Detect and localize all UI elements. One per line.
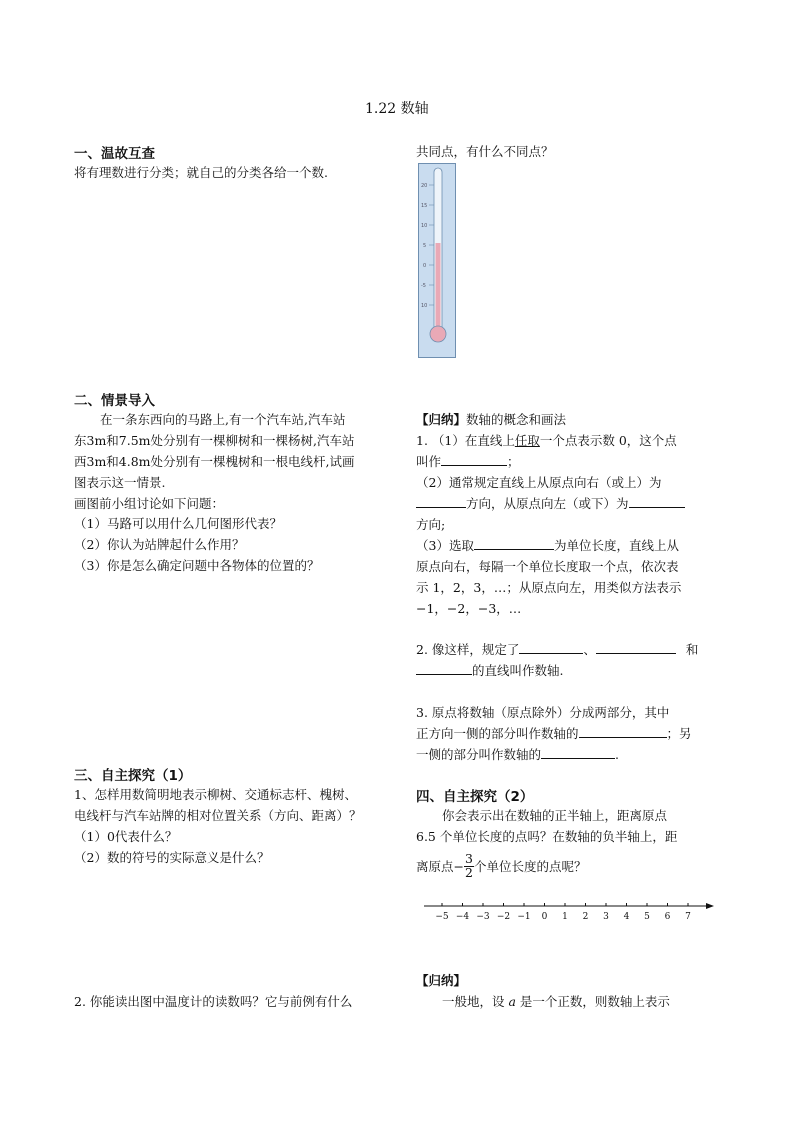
point-2-line: 的直线叫作数轴.	[416, 661, 563, 679]
section-1-heading: 一、温故互查	[74, 146, 155, 162]
section-2-prompt: 画图前小组讨论如下问题：	[74, 496, 225, 511]
point-3-line: 3. 原点将数轴（原点除外）分成两部分，其中	[416, 705, 670, 720]
axis-tick-label: 7	[685, 912, 691, 922]
section-2-para-line: 在一条东西向的马路上,有一个汽车站,汽车站	[100, 412, 346, 427]
point-1-line: 示 1，2，3，…；从原点向左，用类似方法表示	[416, 580, 682, 595]
final-line: 一般地，设 a 是一个正数，则数轴上表示	[442, 994, 670, 1009]
section-2-question: （3）你是怎么确定问题中各物体的位置的？	[74, 558, 320, 573]
point-1-line: 1. （1）在直线上任取一个点表示数 0，这个点	[416, 433, 677, 448]
section-3-sub-question: （1）0代表什么？	[74, 829, 178, 844]
point-1-line: （3）选取 为单位长度，直线上从	[416, 538, 679, 553]
thermo-tick: 10	[421, 223, 428, 229]
point-3-line: 正方向一侧的部分叫作数轴的 ；另	[416, 726, 692, 741]
axis-tick-label: −1	[517, 912, 531, 922]
axis-tick-label: 5	[644, 912, 650, 922]
fill-blank[interactable]	[541, 745, 615, 759]
fill-blank[interactable]	[579, 724, 667, 738]
axis-tick-label: 4	[623, 912, 630, 922]
section-3-heading: 三、自主探究（1）	[74, 768, 192, 784]
continued-text: 共同点，有什么不同点？	[416, 144, 554, 159]
point-3-line: 一侧的部分叫作数轴的 .	[416, 747, 619, 762]
section-3-sub-question: （2）数的符号的实际意义是什么？	[74, 850, 270, 865]
point-1-line: 方向;	[416, 517, 446, 532]
thermometer-icon	[418, 163, 458, 359]
section-3-question-2: 2. 你能读出图中温度计的读数吗？它与前例有什么	[74, 994, 353, 1009]
axis-tick-label: 0	[541, 912, 548, 922]
axis-tick-label: −2	[496, 912, 511, 922]
thermo-tick: 20	[421, 183, 428, 189]
thermo-tick: 0	[423, 263, 427, 269]
section-4-line: 你会表示出在数轴的正半轴上，距离原点	[442, 808, 668, 823]
axis-tick-label: −3	[476, 912, 490, 922]
thermo-tick: 10	[421, 303, 428, 309]
fill-blank[interactable]	[596, 640, 676, 654]
variable-a: a	[508, 994, 516, 1009]
point-1-line: −1，−2，−3，…	[416, 601, 522, 616]
section-2-question: （1）马路可以用什么几何图形代表？	[74, 516, 282, 531]
axis-tick-label: −5	[435, 912, 449, 922]
arrow-head-icon	[706, 903, 714, 909]
section-2-para-line: 图表示这一情景.	[74, 475, 166, 490]
number-line	[422, 898, 718, 927]
summary-2-tag: 【归纳】	[416, 973, 467, 988]
axis-tick-label: 6	[664, 912, 671, 922]
thermo-tick: 5	[423, 243, 427, 249]
point-1-line: 原点向右，每隔一个单位长度取一个点，依次表	[416, 559, 679, 574]
section-4-line: 6.5 个单位长度的点吗？在数轴的负半轴上，距	[416, 829, 678, 844]
fill-blank[interactable]	[416, 494, 466, 508]
section-2-question: （2）你认为站牌起什么作用？	[74, 537, 245, 552]
underlined-text: 任取	[514, 433, 540, 448]
section-4-line: 离原点 − $\frac{3}{2}$ 个单位长度的点呢？	[416, 851, 587, 880]
section-2-para-line: 西3m和4.8m处分别有一棵槐树和一根电线杆,试画	[74, 454, 355, 469]
fill-blank[interactable]	[441, 452, 507, 466]
summary-1	[416, 410, 566, 428]
thermo-tick: -5	[421, 283, 426, 289]
minus-sign: −	[453, 858, 464, 874]
axis-tick-label: −4	[455, 912, 470, 922]
axis-tick-label: 3	[603, 912, 609, 922]
number-line-diagram	[422, 898, 718, 924]
summary-tag: 【归纳】	[416, 412, 467, 427]
fill-blank[interactable]	[519, 640, 583, 654]
page-title: 1.22 数轴	[365, 101, 429, 117]
section-3-question-line: 1、怎样用数简明地表示柳树、交通标志杆、槐树、	[74, 787, 357, 802]
section-2-para-line: 东3m和7.5m处分别有一棵柳树和一棵杨树,汽车站	[74, 433, 355, 448]
section-4-heading: 四、自主探究（2）	[416, 789, 534, 805]
point-1-line: （2）通常规定直线上从原点向右（或上）为	[416, 475, 662, 490]
fill-blank[interactable]	[629, 494, 685, 508]
thermo-tick: 15	[421, 203, 428, 209]
axis-tick-label: 2	[582, 912, 589, 922]
section-3-question-line: 电线杆与汽车站牌的相对位置关系（方向、距离）？	[74, 808, 362, 823]
section-2-heading: 二、情景导入	[74, 393, 155, 409]
fill-blank[interactable]	[474, 536, 554, 550]
section-1-text: 将有理数进行分类；就自己的分类各给一个数.	[74, 165, 328, 180]
point-2-line: 2. 像这样，规定了 、 和	[416, 642, 699, 657]
axis-tick-label: 1	[562, 912, 568, 922]
point-1-line: 方向，从原点向左（或下）为	[416, 494, 685, 512]
summary-title: 数轴的概念和画法	[466, 412, 567, 427]
fraction: $\frac{3}{2}$	[465, 851, 473, 880]
point-1-line: 叫作 ；	[416, 454, 520, 469]
thermometer-figure	[418, 163, 458, 362]
fill-blank[interactable]	[416, 661, 472, 675]
